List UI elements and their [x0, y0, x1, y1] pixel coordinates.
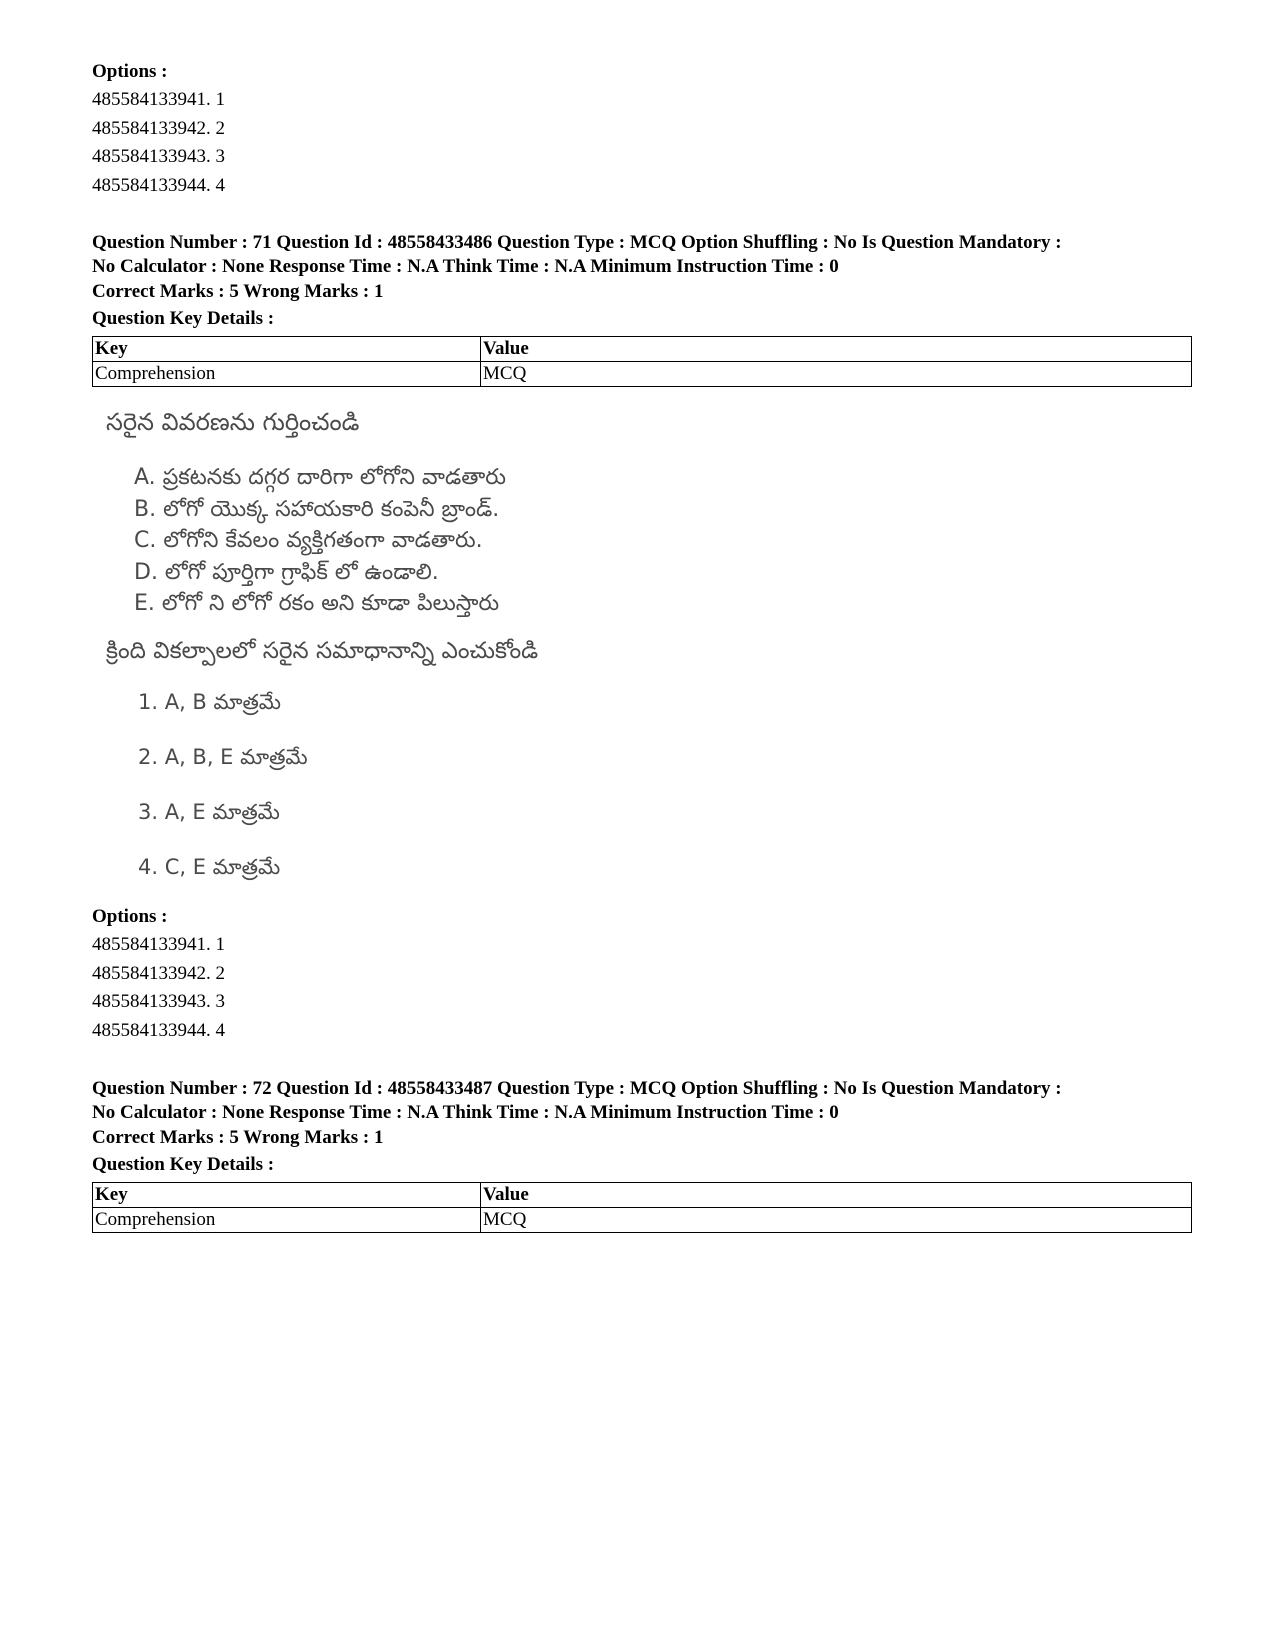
choice-item: 2. A, B, E మాత్రమే: [138, 745, 308, 769]
options-list: [92, 931, 225, 1045]
key-details-label: Question Key Details :: [92, 308, 275, 329]
option-item: 485584133943. 3: [92, 991, 225, 1012]
key-details-table: [92, 1182, 1192, 1233]
question-instruction: క్రింది వికల్పాలలో సరైన సమాధానాన్ని ఎంచుకోండి: [106, 638, 539, 664]
option-item: 485584133943. 3: [92, 146, 225, 167]
question-image: [92, 400, 692, 900]
options-list: [92, 86, 225, 200]
marks-line: Correct Marks : 5 Wrong Marks : 1: [92, 281, 384, 302]
question-header-line2: No Calculator : None Response Time : N.A Think Time : N.A Minimum Instruction Time : 0: [92, 1101, 839, 1123]
table-header-value: Value: [481, 1183, 1192, 1208]
choice-item: 4. C, E మాత్రమే: [138, 855, 281, 879]
statement-item: B. లోగో యొక్క సహాయకారి కంపెనీ బ్రాండ్.: [134, 496, 500, 522]
table-row: [93, 1208, 1192, 1233]
statement-item: D. లోగో పూర్తిగా గ్రాఫిక్ లో ఉండాలి.: [134, 559, 439, 585]
table-cell-key: Comprehension: [93, 362, 481, 387]
table-header-row: [93, 1183, 1192, 1208]
table-cell-key: Comprehension: [93, 1208, 481, 1233]
question-header: [92, 1077, 1202, 1124]
option-item: 485584133941. 1: [92, 89, 225, 110]
statement-item: C. లోగోని కేవలం వ్యక్తిగతంగా వాడతారు.: [134, 528, 483, 553]
option-item: 485584133944. 4: [92, 1019, 225, 1041]
statement-list: [134, 462, 506, 620]
option-item: 485584133944. 4: [92, 174, 225, 196]
table-row: [93, 362, 1192, 387]
key-details-table: [92, 336, 1192, 387]
table-header-key: Key: [93, 1183, 481, 1208]
options-label: Options :: [92, 61, 168, 82]
marks-line: Correct Marks : 5 Wrong Marks : 1: [92, 1127, 384, 1148]
question-header-line1: Question Number : 71 Question Id : 48558433486 Question Type : MCQ Option Shuffling : No Is Question Mandatory :: [92, 232, 1062, 253]
statement-item: A. ప్రకటనకు దగ్గర దారిగా లోగోని వాడతారు: [134, 465, 506, 490]
option-item: 485584133942. 2: [92, 117, 225, 139]
option-item: 485584133942. 2: [92, 962, 225, 984]
table-header-key: Key: [93, 337, 481, 362]
statement-item: E. లోగో ని లోగో రకం అని కూడా పిలుస్తారు: [134, 591, 500, 616]
question-title: సరైన వివరణను గుర్తించండి: [106, 408, 360, 436]
key-details-label: Question Key Details :: [92, 1154, 275, 1175]
question-header: [92, 231, 1202, 278]
choice-item: 3. A, E మాత్రమే: [138, 800, 280, 824]
question-header-line1: Question Number : 72 Question Id : 48558433487 Question Type : MCQ Option Shuffling : No Is Question Mandatory :: [92, 1078, 1062, 1099]
choice-item: 1. A, B మాత్రమే: [138, 690, 282, 714]
table-cell-value: MCQ: [481, 362, 1192, 387]
table-header-value: Value: [481, 337, 1192, 362]
option-item: 485584133941. 1: [92, 934, 225, 955]
table-cell-value: MCQ: [481, 1208, 1192, 1233]
question-header-line2: No Calculator : None Response Time : N.A Think Time : N.A Minimum Instruction Time : 0: [92, 255, 839, 277]
options-label: Options :: [92, 906, 168, 927]
table-header-row: [93, 337, 1192, 362]
